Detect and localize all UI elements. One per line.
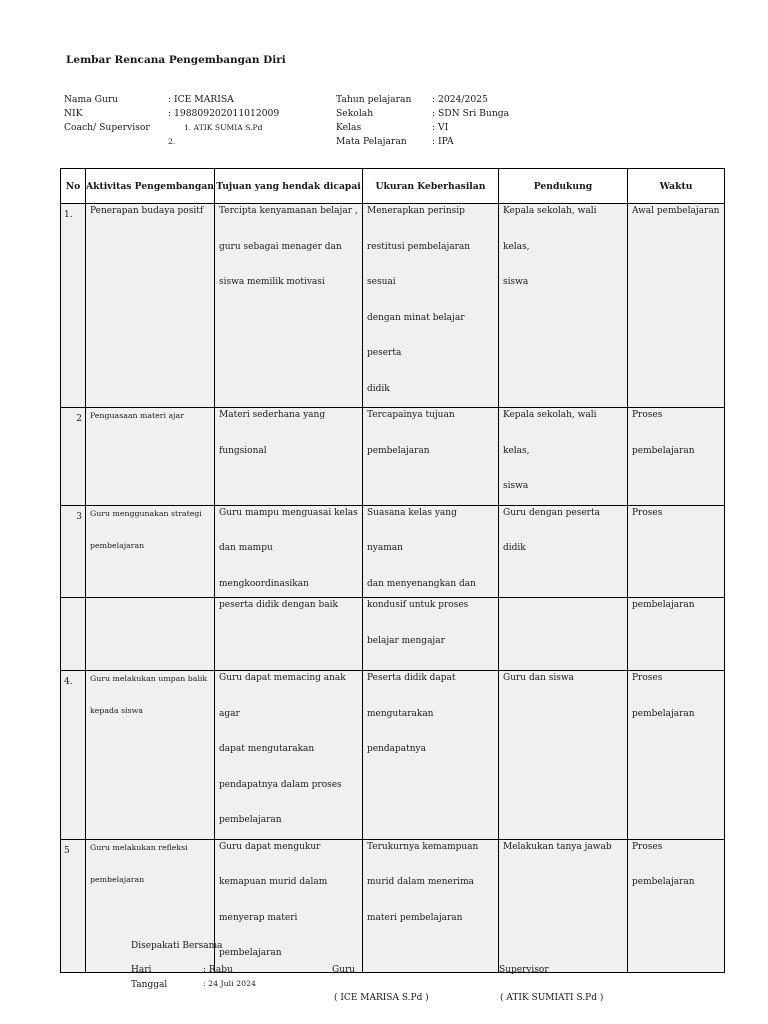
aktivitas-line: Guru melakukan umpan balik — [90, 674, 208, 683]
waktu-line: Proses — [632, 673, 663, 683]
header-aktivitas: Aktivitas Pengembangan — [86, 169, 215, 204]
waktu-line: pembelajaran — [632, 877, 695, 887]
tujuan-line: dan mampu mengkoordinasikan — [219, 543, 309, 589]
coach-1: 1. ATIK SUMIA S.Pd — [184, 123, 263, 132]
tujuan-line: Guru dapat mengukur — [219, 841, 321, 852]
tanggal-label: Tanggal — [131, 980, 168, 990]
waktu-line: Proses — [632, 841, 663, 852]
nik-label: NIK — [64, 108, 83, 119]
cell-aktivitas — [86, 598, 215, 671]
cell-ukuran — [363, 408, 499, 506]
row-number: 3 — [76, 511, 82, 522]
ukuran-line: didik — [367, 383, 390, 394]
waktu-line: Proses — [632, 410, 663, 420]
ukuran-line: Menerapkan perinsip — [367, 206, 465, 216]
cell-ukuran — [363, 505, 499, 603]
cell-waktu — [628, 204, 725, 408]
ukuran-line: Tercapainya tujuan — [367, 410, 455, 420]
cell-aktivitas — [86, 839, 215, 972]
waktu-line: Awal pembelajaran — [632, 206, 720, 216]
pendukung-line: Melakukan tanya jawab — [503, 841, 612, 852]
supervisor-label: Supervisor — [499, 965, 549, 975]
ukuran-line: pembelajaran — [367, 445, 430, 456]
cell-ukuran — [363, 671, 499, 840]
disepakati-text: Disepakati Bersama — [131, 941, 223, 951]
cell-pendukung — [499, 598, 628, 671]
row-number: 1. — [64, 210, 73, 220]
supervisor-name: ( ATIK SUMIATI S.Pd ) — [500, 993, 604, 1003]
tujuan-line: Guru mampu menguasai kelas — [219, 507, 358, 518]
nama-label: Nama Guru — [64, 94, 119, 105]
header-tujuan: Tujuan yang hendak dicapai — [215, 169, 363, 204]
pendukung-line: Guru dan siswa — [503, 673, 574, 683]
pendukung-line: Guru dengan peserta didik — [503, 507, 600, 553]
nik-value: : 198809202011012009 — [168, 108, 280, 119]
cell-pendukung — [499, 408, 628, 506]
ukuran-line: murid dalam menerima — [367, 877, 474, 887]
aktivitas-line: pembelajaran — [90, 874, 145, 884]
header-waktu: Waktu — [628, 169, 725, 204]
cell-waktu — [628, 505, 725, 603]
aktivitas-line: pembelajaran — [90, 540, 145, 550]
waktu-line: pembelajaran — [632, 445, 695, 456]
kelas-label: Kelas — [336, 122, 362, 133]
row-number: 4. — [64, 677, 73, 687]
tujuan-line: menyerap materi pembelajaran — [219, 912, 298, 958]
tujuan-line: dapat mengutarakan — [219, 744, 315, 754]
header-no: No — [61, 169, 86, 204]
tujuan-line: guru sebagai menager dan — [219, 241, 342, 252]
mapel-label: Mata Pelajaran — [336, 136, 407, 147]
pendukung-line: siswa — [503, 277, 529, 287]
cell-tujuan — [215, 671, 363, 840]
table-row — [61, 671, 725, 840]
ukuran-line: dan menyenangkan dan — [367, 578, 476, 589]
nama-value: : ICE MARISA — [168, 94, 234, 105]
cell-waktu — [628, 408, 725, 506]
table-row — [61, 408, 725, 506]
guru-name: ( ICE MARISA S.Pd ) — [334, 993, 429, 1003]
tujuan-line: pembelajaran — [219, 815, 282, 825]
ukuran-line: Terukurnya kemampuan — [367, 841, 479, 852]
header-ukuran: Ukuran Keberhasilan — [363, 169, 499, 204]
cell-ukuran — [363, 598, 499, 671]
pendukung-line: Kepala sekolah, wali kelas, — [503, 206, 597, 252]
cell-waktu — [628, 839, 725, 972]
cell-no — [61, 408, 86, 506]
table-row — [61, 598, 725, 671]
tujuan-line: siswa memilik motivasi — [219, 277, 325, 287]
cell-aktivitas — [86, 204, 215, 408]
tahun-label: Tahun pelajaran — [336, 94, 412, 105]
mapel-value: : IPA — [432, 136, 454, 147]
coach-label: Coach/ Supervisor — [64, 122, 150, 133]
cell-ukuran — [363, 839, 499, 972]
ukuran-line: mengutarakan pendapatnya — [367, 708, 434, 754]
sekolah-value: : SDN Sri Bunga — [432, 108, 510, 119]
cell-tujuan — [215, 839, 363, 972]
tujuan-line: fungsional — [219, 445, 267, 456]
waktu-line: pembelajaran — [632, 600, 695, 610]
cell-tujuan — [215, 408, 363, 506]
ukuran-line: Suasana kelas yang nyaman — [367, 507, 457, 553]
ukuran-line: Peserta didik dapat — [367, 673, 456, 683]
tanggal-value: : 24 Juli 2024 — [203, 979, 256, 988]
aktivitas-line: kepada siswa — [90, 706, 143, 715]
row-number — [61, 598, 85, 602]
plan-table-page-2 — [60, 597, 725, 973]
cell-ukuran — [363, 204, 499, 408]
cell-tujuan — [215, 505, 363, 603]
cell-aktivitas — [86, 505, 215, 603]
tujuan-line: Guru dapat memacing anak agar — [219, 673, 346, 719]
cell-waktu — [628, 598, 725, 671]
sekolah-label: Sekolah — [336, 108, 374, 119]
ukuran-line: materi pembelajaran — [367, 912, 463, 923]
ukuran-line: belajar mengajar — [367, 635, 445, 646]
ukuran-line: restitusi pembelajaran sesuai — [367, 241, 471, 287]
row-number: 2 — [76, 414, 82, 424]
info-right-labels — [336, 93, 411, 149]
tujuan-line: peserta didik dengan baik — [219, 600, 338, 610]
cell-tujuan — [215, 204, 363, 408]
hari-label: Hari — [131, 965, 152, 975]
cell-tujuan — [215, 598, 363, 671]
tujuan-line: Tercipta kenyamanan belajar , — [219, 206, 358, 216]
header-pendukung: Pendukung — [499, 169, 628, 204]
cell-no — [61, 204, 86, 408]
cell-no — [61, 505, 86, 603]
info-left-labels — [64, 93, 150, 135]
cell-aktivitas — [86, 671, 215, 840]
aktivitas-line: Penerapan budaya positf — [90, 206, 204, 216]
table-row — [61, 839, 725, 972]
cell-pendukung — [499, 839, 628, 972]
ukuran-line: kondusif untuk proses — [367, 600, 469, 610]
table-row — [61, 505, 725, 603]
cell-aktivitas — [86, 408, 215, 506]
document-title: Lembar Rencana Pengembangan Diri — [66, 54, 286, 66]
coach-2: 2. — [168, 137, 176, 146]
row-number: 5 — [64, 845, 70, 856]
pendukung-line: siswa — [503, 481, 529, 491]
info-right-values — [432, 93, 509, 149]
ukuran-line: dengan minat belajar peserta — [367, 312, 465, 358]
tujuan-line: kemapuan murid dalam — [219, 877, 328, 887]
aktivitas-line: Guru melakukan refleksi — [90, 842, 188, 852]
table-row — [61, 204, 725, 408]
info-left-values — [168, 93, 279, 149]
aktivitas-line: Penguasaan materi ajar — [90, 411, 184, 420]
waktu-line: pembelajaran — [632, 708, 695, 719]
table-header-row — [61, 169, 725, 204]
tujuan-line: pendapatnya dalam proses — [219, 779, 342, 790]
guru-label: Guru — [332, 965, 356, 975]
cell-no — [61, 598, 86, 671]
cell-pendukung — [499, 204, 628, 408]
cell-pendukung — [499, 671, 628, 840]
cell-no — [61, 671, 86, 840]
cell-pendukung — [499, 505, 628, 603]
pendukung-line: Kepala sekolah, wali kelas, — [503, 410, 597, 456]
kelas-value: : VI — [432, 122, 449, 133]
cell-waktu — [628, 671, 725, 840]
tujuan-line: Materi sederhana yang — [219, 410, 326, 420]
plan-table-page-1 — [60, 168, 725, 603]
hari-value: : Rabu — [203, 965, 233, 975]
waktu-line: Proses — [632, 507, 663, 518]
cell-no — [61, 839, 86, 972]
aktivitas-line: Guru menggunakan strategi — [90, 508, 202, 518]
tahun-value: : 2024/2025 — [432, 94, 488, 105]
